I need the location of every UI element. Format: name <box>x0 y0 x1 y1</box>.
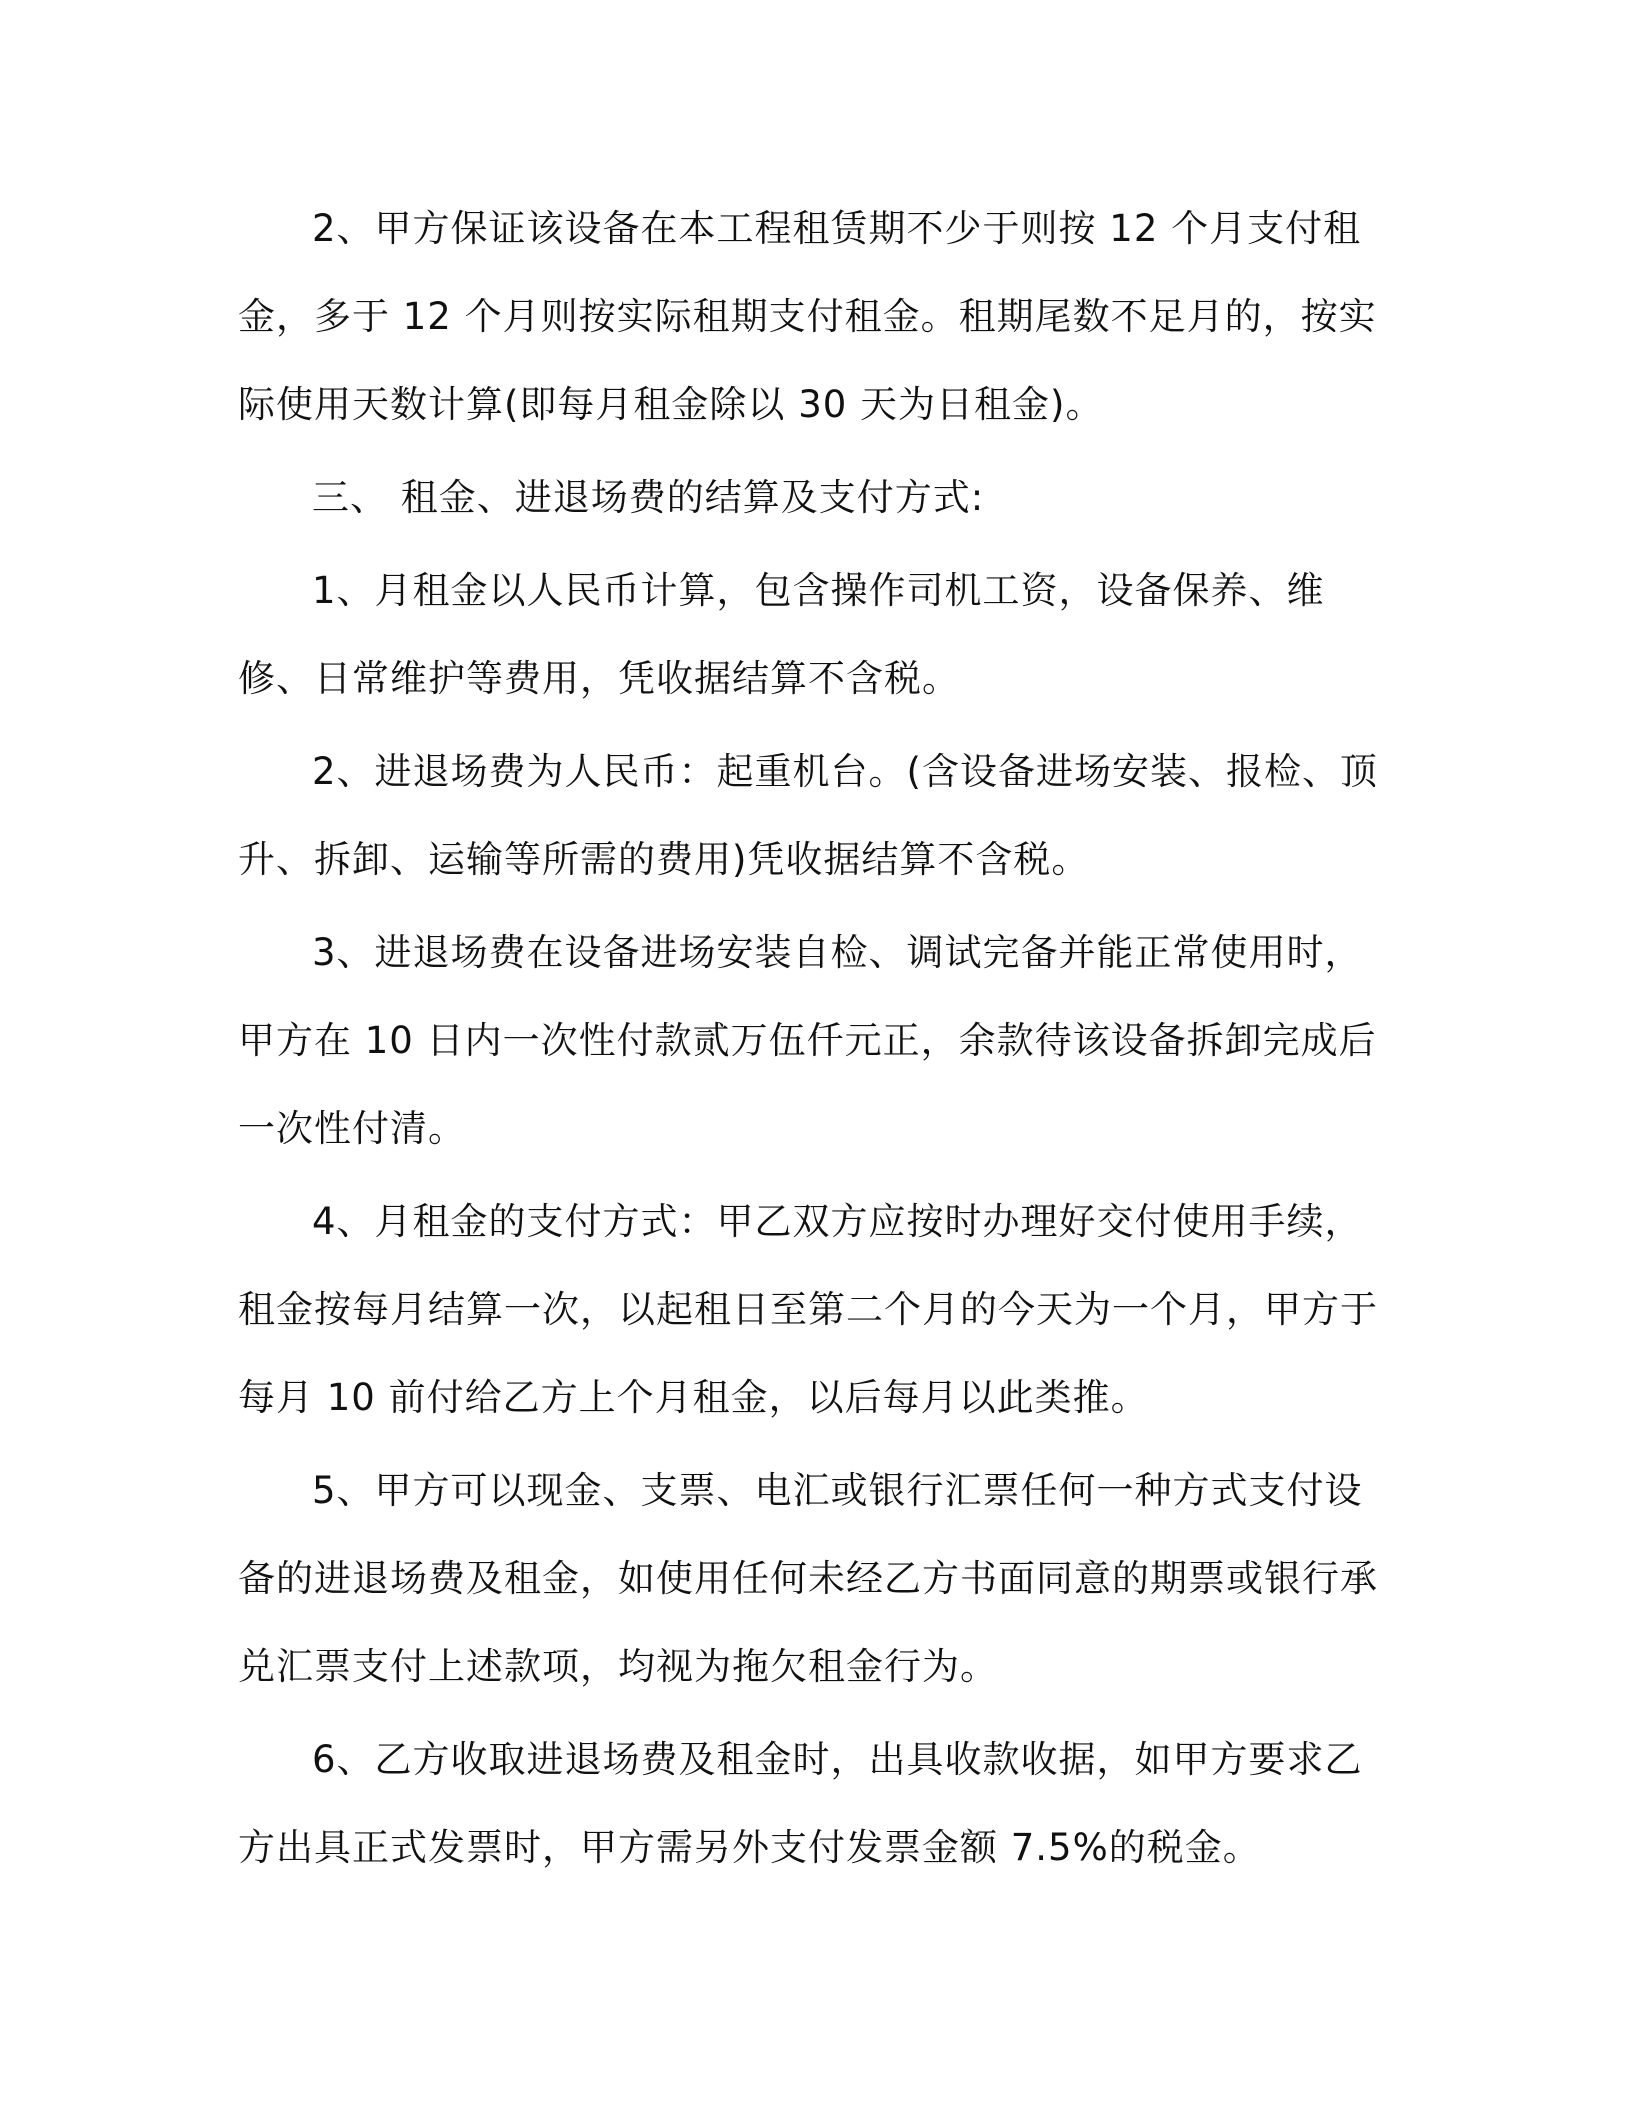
clause-6-receipts-and-tax: 6、乙方收取进退场费及租金时，出具收款收据，如甲方要求乙方出具正式发票时，甲方需另外支付发票金额 7.5%的税金。 <box>238 1738 1363 1869</box>
clause-1-monthly-rent: 1、月租金以人民币计算，包含操作司机工资，设备保养、维修、日常维护等费用，凭收据结算不含税。 <box>238 569 1325 700</box>
section-3-heading: 三、 租金、进退场费的结算及支付方式: <box>312 476 985 519</box>
clause-2-entry-exit-fee: 2、进退场费为人民币：起重机台。(含设备进场安装、报检、顶升、拆卸、运输等所需的费用)凭收据结算不含税。 <box>238 750 1378 881</box>
clause-3-fee-payment: 3、进退场费在设备进场安装自检、调试完备并能正常使用时，甲方在 10 日内一次性付款贰万伍仟元正，余款待该设备拆卸完成后一次性付清。 <box>238 931 1377 1150</box>
clause-5-payment-instruments: 5、甲方可以现金、支票、电汇或银行汇票任何一种方式支付设备的进退场费及租金，如使用任何未经乙方书面同意的期票或银行承兑汇票支付上述款项，均视为拖欠租金行为。 <box>238 1469 1378 1688</box>
document-body <box>238 185 1398 1892</box>
clause-2-lease-period: 2、甲方保证该设备在本工程租赁期不少于则按 12 个月支付租金，多于 12 个月则按实际租期支付租金。租期尾数不足月的，按实际使用天数计算(即每月租金除以 30 天为日租金)。 <box>238 207 1377 426</box>
clause-4-rent-payment-method: 4、月租金的支付方式：甲乙双方应按时办理好交付使用手续，租金按每月结算一次，以起租日至第二个月的今天为一个月，甲方于每月 10 前付给乙方上个月租金，以后每月以此类推。 <box>238 1200 1378 1419</box>
